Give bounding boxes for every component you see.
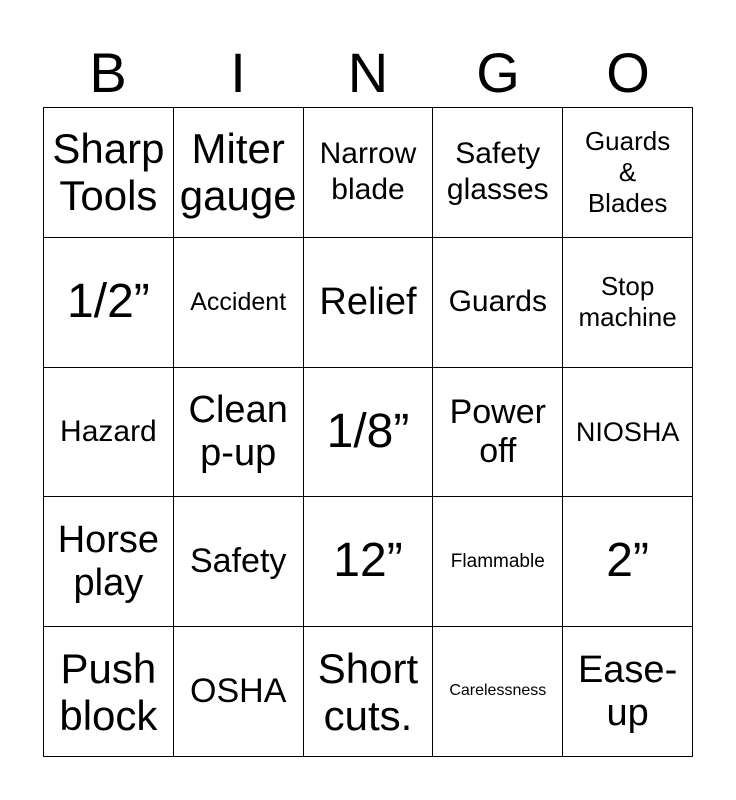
- bingo-header: [43, 40, 693, 106]
- bingo-cell-r1-c4[interactable]: [563, 238, 693, 368]
- bingo-cell-r4-c2[interactable]: [304, 627, 434, 757]
- bingo-cell-label: OSHA: [190, 672, 287, 711]
- bingo-cell-r3-c3[interactable]: [433, 497, 563, 627]
- bingo-cell-r0-c3[interactable]: [433, 108, 563, 238]
- bingo-cell-label: Short cuts.: [317, 644, 419, 739]
- bingo-cell-r4-c0[interactable]: [44, 627, 174, 757]
- bingo-cell-label: Accident: [190, 287, 287, 316]
- bingo-cell-label: Push block: [59, 644, 158, 739]
- bingo-cell-r4-c3[interactable]: [433, 627, 563, 757]
- bingo-cell-r3-c4[interactable]: [563, 497, 693, 627]
- bingo-cell-r4-c1[interactable]: [174, 627, 304, 757]
- bingo-cell-r0-c2[interactable]: [304, 108, 434, 238]
- bingo-cell-label: Guards & Blades: [584, 125, 671, 218]
- bingo-cell-label: Flammable: [450, 550, 545, 572]
- bingo-cell-label: Hazard: [60, 414, 157, 448]
- header-letter-n: N: [347, 41, 389, 104]
- bingo-cell-label: Relief: [319, 280, 417, 323]
- bingo-cell-label: Stop machine: [578, 271, 677, 333]
- bingo-cell-r1-c3[interactable]: [433, 238, 563, 368]
- bingo-cell-label: 2”: [606, 534, 649, 588]
- bingo-cell-r1-c1[interactable]: [174, 238, 304, 368]
- header-letter-b: B: [89, 41, 127, 104]
- bingo-cell-label: Horse play: [57, 519, 160, 604]
- header-letter-o: O: [606, 41, 650, 104]
- bingo-cell-r2-c4[interactable]: [563, 368, 693, 498]
- bingo-cell-r1-c0[interactable]: [44, 238, 174, 368]
- bingo-cell-r2-c1[interactable]: [174, 368, 304, 498]
- bingo-cell-r2-c3[interactable]: [433, 368, 563, 498]
- header-letter-g: G: [476, 41, 520, 104]
- bingo-cell-r4-c4[interactable]: [563, 627, 693, 757]
- bingo-cell-label: Carelessness: [449, 682, 547, 700]
- bingo-cell-label: Sharp Tools: [52, 125, 165, 220]
- header-letter-i: I: [230, 41, 246, 104]
- bingo-cell-label: 1/2”: [67, 274, 150, 328]
- bingo-cell-r3-c1[interactable]: [174, 497, 304, 627]
- bingo-cell-r1-c2[interactable]: [304, 238, 434, 368]
- bingo-cell-r2-c2[interactable]: [304, 368, 434, 498]
- bingo-board: [43, 107, 693, 757]
- bingo-cell-label: Power off: [449, 393, 546, 470]
- bingo-cell-label: Safety: [190, 542, 287, 581]
- bingo-cell-r0-c1[interactable]: [174, 108, 304, 238]
- bingo-cell-label: Safety glasses: [446, 137, 549, 207]
- bingo-cell-r0-c4[interactable]: [563, 108, 693, 238]
- bingo-cell-label: NIOSHA: [575, 416, 680, 447]
- bingo-cell-r3-c2[interactable]: [304, 497, 434, 627]
- bingo-cell-label: 1/8”: [326, 404, 410, 458]
- bingo-cell-label: Miter gauge: [179, 125, 297, 220]
- bingo-cell-r0-c0[interactable]: [44, 108, 174, 238]
- bingo-cell-label: Narrow blade: [319, 137, 417, 207]
- bingo-cell-label: Guards: [448, 285, 547, 319]
- bingo-cell-r2-c0[interactable]: [44, 368, 174, 498]
- bingo-cell-label: 12”: [333, 534, 403, 588]
- bingo-cell-r3-c0[interactable]: [44, 497, 174, 627]
- bingo-cell-label: Clean p-up: [188, 389, 288, 474]
- bingo-cell-label: Ease- up: [577, 649, 678, 734]
